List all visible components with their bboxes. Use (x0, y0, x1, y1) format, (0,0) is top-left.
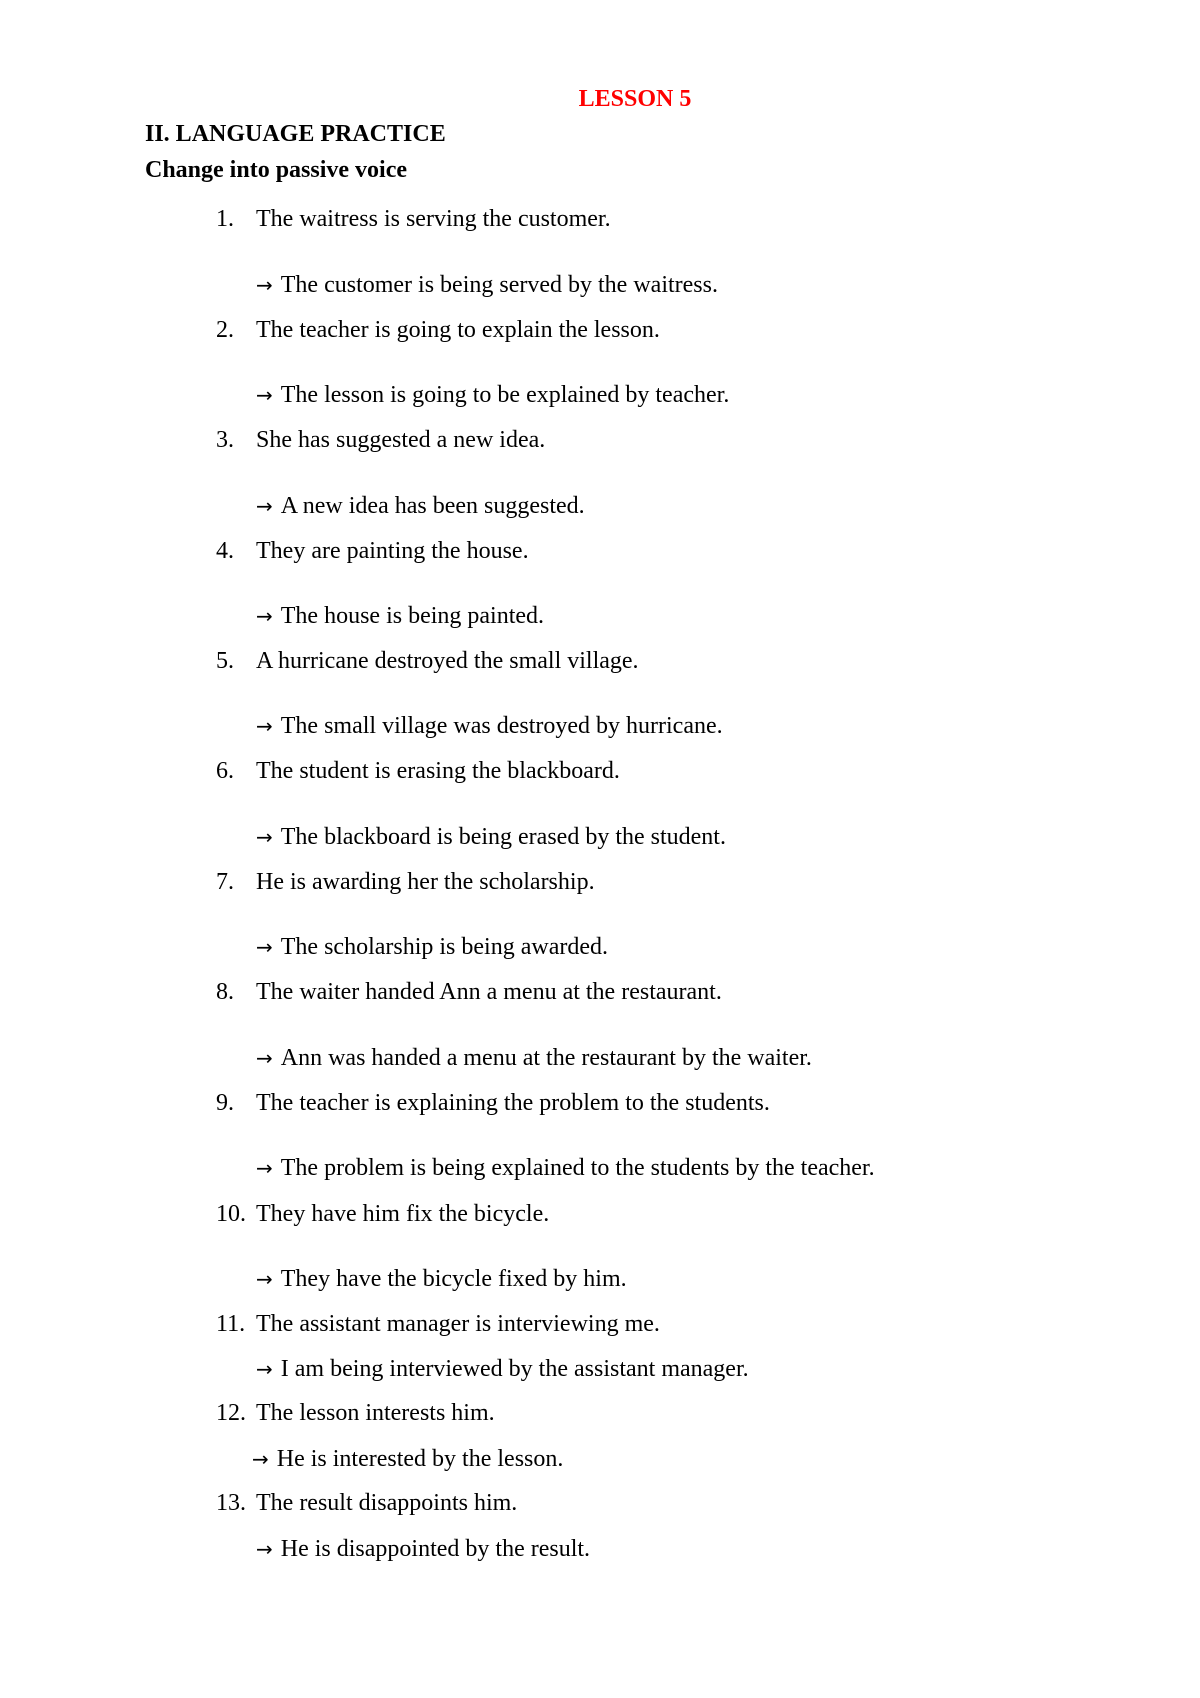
section-heading: II. LANGUAGE PRACTICE (145, 121, 446, 147)
arrow-right-icon: → (256, 494, 273, 518)
item-answer (252, 1446, 563, 1473)
item-answer (256, 1155, 875, 1182)
item-answer (256, 272, 718, 299)
item-number: 11. (216, 1311, 246, 1337)
item-answer (256, 1356, 749, 1383)
item-answer (256, 824, 726, 851)
answer-text: The problem is being explained to the students by the teacher. (280, 1155, 875, 1181)
arrow-right-icon: → (252, 1447, 269, 1471)
item-sentence: The lesson interests him. (256, 1400, 495, 1426)
arrow-right-icon: → (256, 1357, 273, 1381)
answer-text: The customer is being served by the waitress. (280, 272, 718, 298)
item-answer (256, 382, 729, 409)
item-sentence: The assistant manager is interviewing me. (256, 1311, 660, 1337)
item-number: 8. (216, 979, 234, 1005)
item-sentence: The teacher is going to explain the lesson. (256, 317, 660, 343)
item-sentence: They are painting the house. (256, 538, 529, 564)
item-answer (256, 1536, 590, 1563)
item-sentence: The waitress is serving the customer. (256, 206, 611, 232)
answer-text: A new idea has been suggested. (280, 493, 585, 519)
item-number: 3. (216, 427, 234, 453)
answer-text: The scholarship is being awarded. (280, 934, 608, 960)
answer-text: I am being interviewed by the assistant manager. (280, 1356, 749, 1382)
arrow-right-icon: → (256, 604, 273, 628)
answer-text: The lesson is going to be explained by teacher. (280, 382, 730, 408)
item-sentence: The waiter handed Ann a menu at the restaurant. (256, 979, 722, 1005)
item-answer (256, 1266, 627, 1293)
instruction: Change into passive voice (145, 157, 408, 183)
arrow-right-icon: → (256, 273, 273, 297)
answer-text: They have the bicycle fixed by him. (280, 1266, 627, 1292)
item-number: 12. (216, 1400, 246, 1426)
item-number: 2. (216, 317, 234, 343)
answer-text: The small village was destroyed by hurricane. (280, 713, 723, 739)
arrow-right-icon: → (256, 825, 273, 849)
answer-text: The blackboard is being erased by the student. (280, 824, 726, 850)
item-number: 9. (216, 1090, 234, 1116)
item-number: 13. (216, 1490, 246, 1516)
item-number: 4. (216, 538, 234, 564)
item-number: 7. (216, 869, 234, 895)
arrow-right-icon: → (256, 1156, 273, 1180)
item-sentence: She has suggested a new idea. (256, 427, 546, 453)
item-sentence: The student is erasing the blackboard. (256, 758, 620, 784)
answer-text: He is interested by the lesson. (276, 1446, 564, 1472)
item-sentence: He is awarding her the scholarship. (256, 869, 595, 895)
item-number: 1. (216, 206, 234, 232)
arrow-right-icon: → (256, 1267, 273, 1291)
item-sentence: A hurricane destroyed the small village. (256, 648, 639, 674)
item-answer (256, 934, 608, 961)
arrow-right-icon: → (256, 383, 273, 407)
answer-text: He is disappointed by the result. (280, 1536, 591, 1562)
arrow-right-icon: → (256, 1537, 273, 1561)
item-number: 6. (216, 758, 234, 784)
item-answer (256, 1045, 812, 1072)
item-number: 10. (216, 1201, 246, 1227)
item-sentence: The teacher is explaining the problem to the students. (256, 1090, 770, 1116)
arrow-right-icon: → (256, 714, 273, 738)
item-answer (256, 603, 544, 630)
answer-text: The house is being painted. (280, 603, 545, 629)
arrow-right-icon: → (256, 1046, 273, 1070)
item-answer (256, 493, 585, 520)
arrow-right-icon: → (256, 935, 273, 959)
item-sentence: They have him fix the bicycle. (256, 1201, 550, 1227)
answer-text: Ann was handed a menu at the restaurant by the waiter. (280, 1045, 812, 1071)
item-number: 5. (216, 648, 234, 674)
lesson-title: LESSON 5 (578, 86, 692, 112)
item-answer (256, 713, 723, 740)
item-sentence: The result disappoints him. (256, 1490, 518, 1516)
